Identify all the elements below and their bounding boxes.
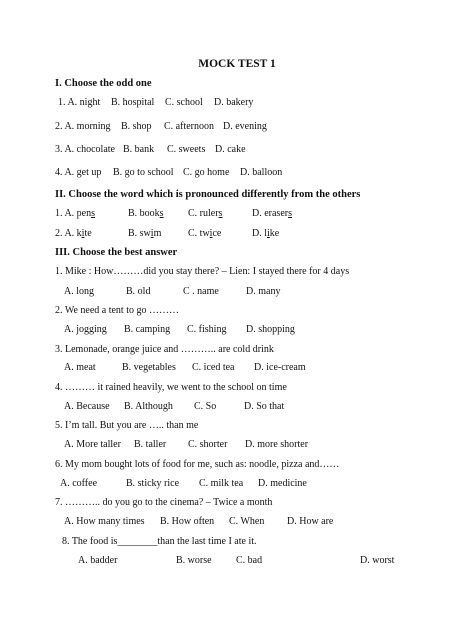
option: B. old: [126, 286, 151, 297]
option: 2. A. morning: [55, 121, 111, 132]
option: D. worst: [360, 555, 395, 566]
option: A. long: [64, 286, 94, 297]
question-stem: 7. ……….. do you go to the cinema? – Twice a month: [55, 497, 273, 508]
option: D. bakery: [214, 97, 254, 108]
option: A. More taller: [64, 439, 121, 450]
option: C. sweets: [167, 144, 206, 155]
option: B. camping: [124, 324, 171, 335]
option: 1. A. night: [58, 97, 101, 108]
option: 4. A. get up: [55, 167, 102, 178]
option: B. swim: [128, 228, 162, 239]
option: C. When: [229, 516, 265, 527]
option: B. How often: [160, 516, 215, 527]
question-stem: 5. I’m tall. But you are ….. than me: [55, 420, 199, 431]
option: D. ice-cream: [254, 362, 306, 373]
option: D. medicine: [258, 478, 307, 489]
option: C. go home: [183, 167, 230, 178]
option: D. cake: [215, 144, 246, 155]
option: B. taller: [134, 439, 167, 450]
option: B. shop: [121, 121, 152, 132]
option: D. shopping: [246, 324, 295, 335]
question-stem: 4. ……… it rained heavily, we went to the school on time: [55, 382, 287, 393]
option: B. go to school: [113, 167, 174, 178]
option: C. iced tea: [192, 362, 235, 373]
option: C. fishing: [187, 324, 227, 335]
question-stem: 1. Mike : How………did you stay there? – Lien: I stayed there for 4 days: [55, 266, 350, 277]
question-stem: 8. The food is________than the last time I ate it.: [62, 536, 257, 547]
option: C. school: [165, 97, 203, 108]
section-3-heading: III. Choose the best answer: [55, 247, 178, 258]
option: B. books: [128, 208, 164, 219]
option: B. worse: [176, 555, 212, 566]
option: B. bank: [123, 144, 155, 155]
question-stem: 2. We need a tent to go ………: [55, 305, 179, 316]
option: C. So: [194, 401, 217, 412]
option: D. erasers: [252, 208, 292, 219]
section-2-heading: II. Choose the word which is pronounced differently from the others: [55, 189, 361, 200]
option: B. Although: [124, 401, 173, 412]
question-stem: 3. Lemonade, orange juice and ……….. are cold drink: [55, 344, 274, 355]
option: B. hospital: [111, 97, 155, 108]
option: 2. A. kite: [55, 228, 92, 239]
page-title: MOCK TEST 1: [198, 58, 276, 70]
option: D. more shorter: [245, 439, 309, 450]
option: D. How are: [287, 516, 334, 527]
option: A. How many times: [64, 516, 145, 527]
option: C . name: [183, 286, 219, 297]
option: C. rulers: [188, 208, 223, 219]
option: 1. A. pens: [55, 208, 96, 219]
section-1-heading: I. Choose the odd one: [55, 78, 152, 89]
option: D. evening: [223, 121, 267, 132]
option: C. twice: [188, 228, 222, 239]
option: 3. A. chocolate: [55, 144, 115, 155]
option: D. like: [252, 228, 280, 239]
option: D. many: [246, 286, 281, 297]
option: C. shorter: [188, 439, 228, 450]
option: A. badder: [78, 555, 118, 566]
option: D. So that: [244, 401, 285, 412]
option: A. Because: [64, 401, 110, 412]
option: C. milk tea: [199, 478, 244, 489]
option: D. balloon: [240, 167, 283, 178]
option: C. afternoon: [164, 121, 214, 132]
question-stem: 6. My mom bought lots of food for me, such as: noodle, pizza and……: [55, 459, 340, 470]
option: A. meat: [64, 362, 96, 373]
option: A. coffee: [60, 478, 98, 489]
option: B. vegetables: [122, 362, 176, 373]
option: B. sticky rice: [126, 478, 180, 489]
option: A. jogging: [64, 324, 107, 335]
option: C. bad: [236, 555, 263, 566]
